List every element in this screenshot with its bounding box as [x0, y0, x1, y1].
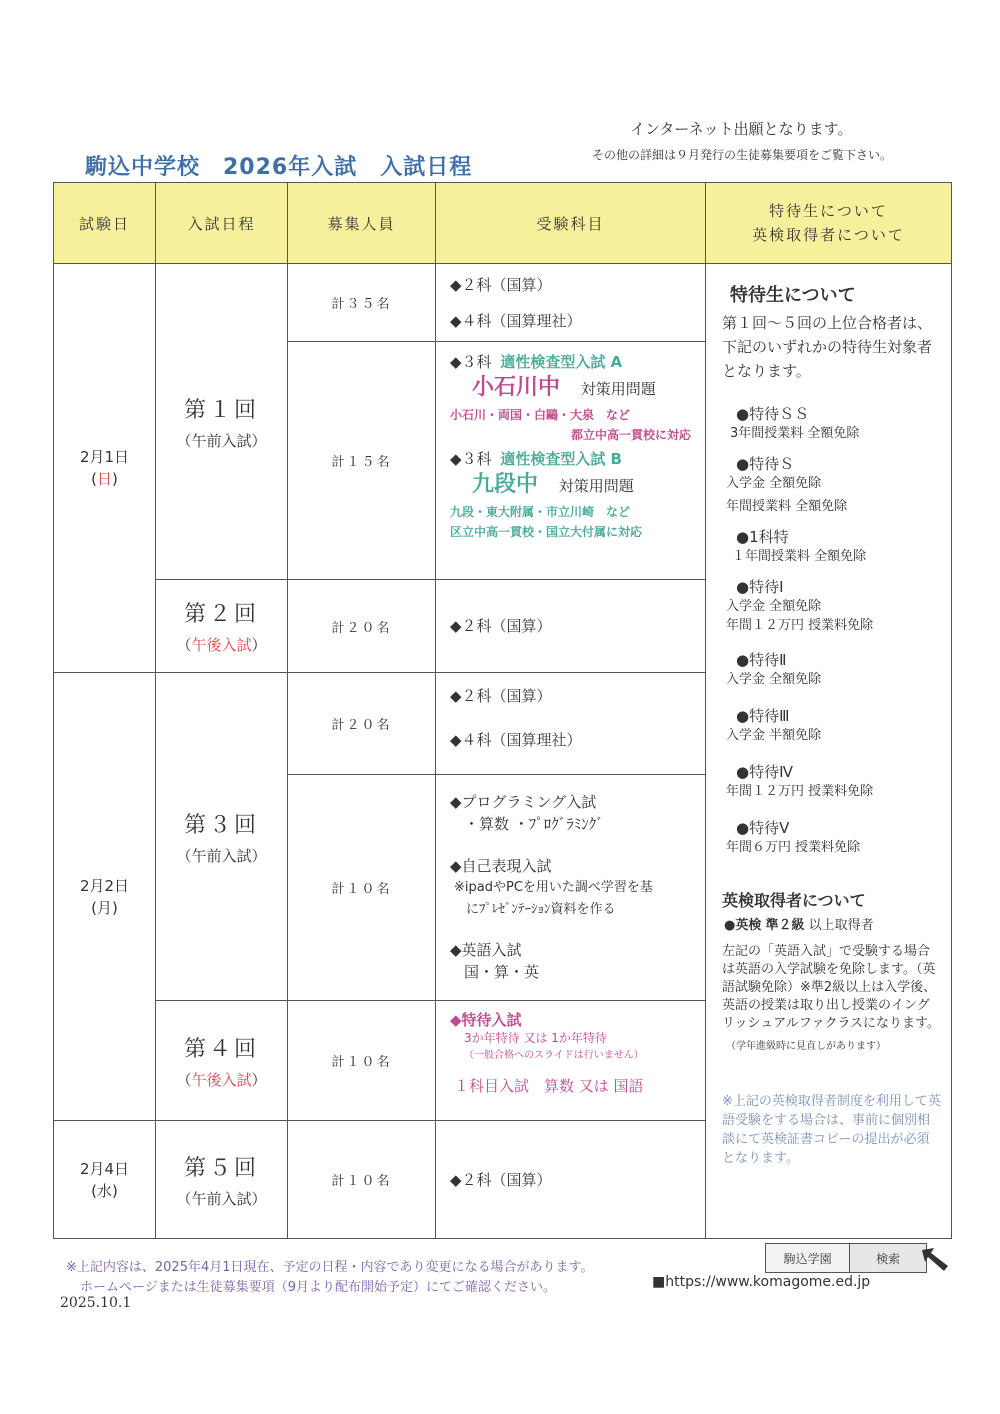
- subject-english: ◆英語入試: [450, 941, 522, 959]
- kudan-schools: 九段・東大附属・市立川崎 など: [450, 505, 631, 519]
- round-name: 第３回: [183, 812, 259, 838]
- round-type: （午後入試）: [176, 1070, 267, 1089]
- footer-note-1: ※上記内容は、2025年4月1日現在、予定の日程・内容であり変更になる場合があります。: [66, 1260, 594, 1275]
- tokutai-3: ●特待Ⅲ: [736, 707, 790, 725]
- header-capacity: 募集人員: [288, 183, 436, 264]
- subjects-cell: [436, 580, 706, 673]
- capacity-cell: 計２０名: [288, 580, 436, 673]
- issue-date: 2025.10.1: [60, 1295, 132, 1311]
- tokutai-s-desc1: 入学金 全額免除: [726, 476, 822, 491]
- round-type: （午前入試）: [176, 846, 267, 865]
- header-tokutai-line2: 英検取得者について: [752, 226, 905, 244]
- round-type: （午前入試）: [176, 431, 267, 450]
- kudan-row: [450, 472, 691, 497]
- dow-text: 日: [96, 470, 112, 488]
- taisaku-label: 対策用問題: [558, 477, 634, 495]
- subject-tekisei-b: [450, 449, 691, 469]
- capacity-cell: 計１０名: [288, 775, 436, 1001]
- subject-self-expression: ◆自己表現入試: [450, 857, 552, 875]
- eiken-description: 左記の「英語入試」で受験する場合は英語の入学試験を免除します。（英語試験免除）※準2級以上は入学後、英語の授業は取り出し授業のイングリッシュアルファクラスになります。: [722, 944, 941, 1031]
- round-3: [156, 673, 288, 1001]
- eiken-level-suffix: 以上取得者: [808, 918, 874, 933]
- capacity-cell: 計１０名: [288, 1121, 436, 1239]
- eiken-level-grade: 準２級: [765, 918, 805, 933]
- day-of-week: (水): [91, 1181, 118, 1200]
- subjects-cell: [436, 264, 706, 342]
- round-type-text: 午後入試: [191, 1070, 252, 1089]
- table-row: [54, 264, 952, 342]
- table-header-row: [54, 183, 952, 264]
- round-5: [156, 1121, 288, 1239]
- subject-programming: ◆プログラミング入試: [450, 793, 597, 811]
- subject-prefix: ◆３科: [450, 450, 492, 468]
- tokutai-3-desc: 入学金 半額免除: [726, 728, 822, 743]
- subject-one-subject: １科目入試 算数 又は 国語: [454, 1077, 644, 1095]
- subjects-cell: [436, 1001, 706, 1121]
- koishikawa-label: 小石川中: [472, 375, 561, 400]
- tokutai-1-desc2: 年間１２万円 授業料免除: [726, 618, 874, 633]
- tokutai-2-desc: 入学金 全額免除: [726, 672, 822, 687]
- tokutai-one: ●1科特: [736, 528, 789, 546]
- dow-text: 水: [96, 1181, 112, 1200]
- footer-notes: [66, 1258, 593, 1298]
- subject-two: ◆２科（国算）: [450, 1170, 552, 1189]
- capacity-cell: 計３５名: [288, 264, 436, 342]
- search-term[interactable]: 駒込学園: [766, 1244, 850, 1272]
- capacity-cell: 計１０名: [288, 1001, 436, 1121]
- round-name: 第１回: [183, 397, 259, 423]
- round-1: [156, 264, 288, 580]
- capacity-cell: 計１５名: [288, 342, 436, 580]
- subjects-cell: [436, 775, 706, 1001]
- page-title: 駒込中学校 2026年入試 入試日程: [70, 146, 545, 186]
- day-of-week: (月): [91, 898, 118, 917]
- day-of-week: (日): [91, 470, 118, 488]
- kudan-label: 九段中: [472, 472, 539, 497]
- subject-two: ◆２科（国算）: [450, 617, 552, 635]
- tokutai-5-desc: 年間６万円 授業料免除: [726, 840, 861, 855]
- round-type: （午後入試）: [176, 636, 267, 654]
- round-type: （午前入試）: [176, 1189, 267, 1208]
- round-type-text: 午後入試: [191, 636, 252, 654]
- subject-tokutai-detail: 3か年特待 又は 1か年特待: [464, 1031, 607, 1045]
- tokutai-2: ●特待Ⅱ: [736, 651, 787, 669]
- capacity-cell: 計２０名: [288, 673, 436, 775]
- search-button[interactable]: 検索: [850, 1244, 926, 1272]
- tokutai-4: ●特待Ⅳ: [736, 763, 793, 781]
- dow-text: 月: [96, 898, 112, 917]
- subject-self-detail1: ※ipadやPCを用いた調べ学習を基: [454, 880, 653, 895]
- exam-date-feb4: [54, 1121, 156, 1239]
- koishikawa-schools: 小石川・両国・白鷗・大泉 など: [450, 408, 631, 422]
- eiken-level: [722, 916, 941, 935]
- tokutai-heading: 特待生について: [730, 285, 856, 306]
- eiken-review-note: （学年進級時に見直しがあります）: [726, 1041, 886, 1052]
- eiken-certificate-note: ※上記の英検取得者制度を利用して英語受験をする場合は、事前に個別相談にて英検証書コピーの提出が必須となります。: [722, 1094, 941, 1166]
- subjects-cell: [436, 1121, 706, 1239]
- tokutai-4-desc: 年間１２万円 授業料免除: [726, 784, 874, 799]
- subject-two: ◆２科（国算）: [450, 687, 552, 705]
- subject-self-detail2: にﾌﾟﾚｾﾞﾝﾃｰｼｮﾝ資料を作る: [466, 902, 616, 917]
- round-2: [156, 580, 288, 673]
- tekisei-a-label: 適性検査型入試 A: [500, 353, 623, 371]
- pointer-arrow-icon: [918, 1244, 952, 1274]
- exam-date-feb2: [54, 673, 156, 1121]
- header-exam-date: 試験日: [54, 183, 156, 264]
- website-url[interactable]: ■https://www.komagome.ed.jp: [652, 1274, 871, 1290]
- koishikawa-correspondence: 都立中高一貫校に対応: [570, 428, 691, 442]
- tokutai-s-desc2: 年間授業料 全額免除: [726, 499, 848, 514]
- kudan-correspondence: 区立中高一貫校・国立大付属に対応: [450, 525, 643, 539]
- eiken-heading: 英検取得者について: [722, 891, 866, 910]
- subject-four: ◆４科（国算理社）: [450, 312, 582, 330]
- round-name: 第２回: [183, 602, 259, 627]
- tokutai-s: ●特待Ｓ: [736, 455, 795, 473]
- tekisei-b-label: 適性検査型入試 B: [500, 450, 622, 468]
- subject-tokutai-exam: ◆特待入試: [450, 1011, 522, 1029]
- search-box[interactable]: [765, 1243, 927, 1273]
- round-4: [156, 1001, 288, 1121]
- header-subjects: 受験科目: [436, 183, 706, 264]
- exam-schedule-table: [53, 182, 952, 1239]
- round-name: 第４回: [183, 1036, 259, 1062]
- subject-two: ◆２科（国算）: [450, 276, 552, 294]
- eiken-level-prefix: ●英検: [724, 918, 762, 933]
- tokutai-intro: 第１回～５回の上位合格者は、下記のいずれかの特待生対象者となります。: [722, 314, 933, 380]
- tokutai-ss-desc: 3年間授業料 全額免除: [730, 426, 860, 441]
- subject-english-detail: 国・算・英: [464, 963, 540, 981]
- internet-application-note: インターネット出願となります。: [630, 120, 853, 138]
- subjects-cell: [436, 342, 706, 580]
- header-tokutai: [706, 183, 952, 264]
- date-text: 2月4日: [79, 1159, 130, 1178]
- round-name: 第５回: [183, 1155, 259, 1181]
- date-text: 2月2日: [79, 876, 130, 895]
- tokutai-one-desc: １年間授業料 全額免除: [732, 549, 867, 564]
- subject-four: ◆４科（国算理社）: [450, 731, 582, 749]
- subject-tekisei-a: [450, 352, 691, 372]
- other-details-note: その他の詳細は９月発行の生徒募集要項をご覧下さい。: [592, 148, 893, 162]
- header-schedule: 入試日程: [156, 183, 288, 264]
- tokutai-ss: ●特待ＳＳ: [736, 405, 810, 423]
- tokutai-panel: [706, 264, 952, 1239]
- koishikawa-row: [450, 375, 691, 400]
- date-text: 2月1日: [79, 448, 130, 466]
- taisaku-label: 対策用問題: [580, 380, 656, 398]
- tokutai-1-desc1: 入学金 全額免除: [726, 599, 822, 614]
- subjects-cell: [436, 673, 706, 775]
- tokutai-1: ●特待Ⅰ: [736, 578, 784, 596]
- subject-prefix: ◆３科: [450, 353, 492, 371]
- exam-date-feb1: [54, 264, 156, 673]
- footer-note-2: ホームページまたは生徒募集要項（9月より配布開始予定）にてご確認ください。: [80, 1280, 557, 1295]
- subject-tokutai-note: （一般合格へのスライドは行いません）: [464, 1050, 644, 1061]
- subject-programming-detail: ・算数 ・ﾌﾟﾛｸﾞﾗﾐﾝｸﾞ: [464, 815, 604, 833]
- tokutai-5: ●特待Ⅴ: [736, 819, 790, 837]
- header-tokutai-line1: 特待生について: [769, 202, 888, 220]
